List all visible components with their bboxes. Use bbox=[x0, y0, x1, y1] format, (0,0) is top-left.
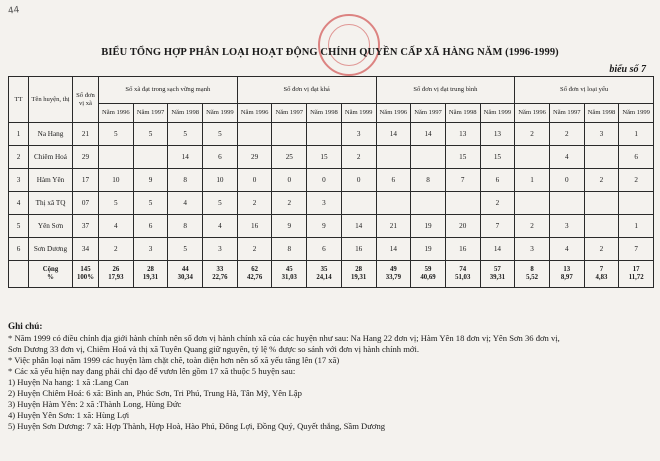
value-cell: 2 bbox=[99, 238, 134, 261]
value-cell: 13 bbox=[480, 123, 515, 146]
value-cell: 25 bbox=[272, 146, 307, 169]
value-cell: 4 bbox=[99, 215, 134, 238]
value-cell bbox=[584, 146, 619, 169]
value-cell bbox=[341, 192, 376, 215]
value-cell: 5 bbox=[203, 123, 238, 146]
total-units: 145 100% bbox=[73, 261, 99, 288]
row-number: 2 bbox=[9, 146, 29, 169]
value-cell: 6 bbox=[480, 169, 515, 192]
total-value: 35 24,14 bbox=[307, 261, 342, 288]
classification-table bbox=[8, 76, 654, 288]
value-cell bbox=[133, 146, 168, 169]
value-cell bbox=[307, 123, 342, 146]
value-cell: 3 bbox=[584, 123, 619, 146]
value-cell: 8 bbox=[272, 238, 307, 261]
value-cell: 9 bbox=[307, 215, 342, 238]
header-district: Tên huyện, thị bbox=[29, 77, 73, 123]
header-year: Năm 1996 bbox=[99, 104, 134, 123]
value-cell bbox=[619, 192, 654, 215]
value-cell: 4 bbox=[549, 146, 584, 169]
value-cell: 6 bbox=[203, 146, 238, 169]
value-cell: 2 bbox=[584, 169, 619, 192]
row-number: 5 bbox=[9, 215, 29, 238]
note-line: 1) Huyện Na hang: 1 xã :Lang Can bbox=[8, 377, 129, 387]
value-cell: 5 bbox=[203, 192, 238, 215]
total-value: 45 31,03 bbox=[272, 261, 307, 288]
value-cell: 9 bbox=[272, 215, 307, 238]
red-seal-stamp bbox=[318, 14, 380, 76]
value-cell: 6 bbox=[376, 169, 411, 192]
total-value: 7 4,83 bbox=[584, 261, 619, 288]
unit-count: 07 bbox=[73, 192, 99, 215]
value-cell: 8 bbox=[411, 169, 446, 192]
value-cell: 2 bbox=[584, 238, 619, 261]
header-year: Năm 1999 bbox=[341, 104, 376, 123]
value-cell: 10 bbox=[203, 169, 238, 192]
value-cell: 19 bbox=[411, 238, 446, 261]
value-cell: 1 bbox=[619, 123, 654, 146]
value-cell: 15 bbox=[445, 146, 480, 169]
total-value: 74 51,03 bbox=[445, 261, 480, 288]
form-label: biểu số 7 bbox=[609, 64, 646, 75]
value-cell: 14 bbox=[341, 215, 376, 238]
table-row bbox=[9, 146, 654, 169]
district-name: Chiêm Hoá bbox=[29, 146, 73, 169]
value-cell: 2 bbox=[272, 192, 307, 215]
header-group-average: Số đơn vị đạt trung bình bbox=[376, 77, 515, 104]
value-cell: 5 bbox=[133, 192, 168, 215]
header-year: Năm 1999 bbox=[480, 104, 515, 123]
value-cell: 2 bbox=[237, 192, 272, 215]
value-cell: 2 bbox=[619, 169, 654, 192]
value-cell bbox=[411, 192, 446, 215]
district-name: Thị xã TQ bbox=[29, 192, 73, 215]
value-cell bbox=[376, 192, 411, 215]
total-value: 8 5,52 bbox=[515, 261, 550, 288]
header-year: Năm 1998 bbox=[307, 104, 342, 123]
value-cell: 2 bbox=[549, 123, 584, 146]
header-units: Số đơn vị xã bbox=[73, 77, 99, 123]
header-year: Năm 1996 bbox=[237, 104, 272, 123]
value-cell: 5 bbox=[168, 123, 203, 146]
value-cell bbox=[584, 192, 619, 215]
value-cell: 7 bbox=[619, 238, 654, 261]
value-cell: 3 bbox=[307, 192, 342, 215]
value-cell bbox=[411, 146, 446, 169]
value-cell bbox=[549, 192, 584, 215]
value-cell: 3 bbox=[203, 238, 238, 261]
value-cell: 14 bbox=[480, 238, 515, 261]
unit-count: 29 bbox=[73, 146, 99, 169]
value-cell bbox=[272, 123, 307, 146]
header-row-years bbox=[9, 104, 654, 123]
value-cell bbox=[376, 146, 411, 169]
note-line: 3) Huyện Hàm Yên: 2 xã :Thành Long, Hùng Đức bbox=[8, 399, 182, 409]
value-cell: 6 bbox=[133, 215, 168, 238]
header-year: Năm 1999 bbox=[619, 104, 654, 123]
header-year: Năm 1998 bbox=[584, 104, 619, 123]
value-cell bbox=[99, 146, 134, 169]
notes-section bbox=[8, 321, 654, 432]
notes-lines bbox=[8, 333, 654, 432]
header-year: Năm 1997 bbox=[411, 104, 446, 123]
value-cell: 14 bbox=[411, 123, 446, 146]
value-cell bbox=[237, 123, 272, 146]
value-cell: 9 bbox=[133, 169, 168, 192]
value-cell: 14 bbox=[168, 146, 203, 169]
value-cell: 6 bbox=[619, 146, 654, 169]
header-row-groups bbox=[9, 77, 654, 104]
value-cell: 5 bbox=[99, 192, 134, 215]
value-cell: 16 bbox=[341, 238, 376, 261]
value-cell: 21 bbox=[376, 215, 411, 238]
value-cell: 2 bbox=[515, 215, 550, 238]
value-cell: 6 bbox=[307, 238, 342, 261]
total-value: 49 33,79 bbox=[376, 261, 411, 288]
district-name: Hàm Yên bbox=[29, 169, 73, 192]
unit-count: 21 bbox=[73, 123, 99, 146]
header-group-weak: Số đơn vị loại yếu bbox=[515, 77, 654, 104]
note-line: 4) Huyện Yên Sơn: 1 xã: Hùng Lợi bbox=[8, 410, 130, 420]
value-cell: 15 bbox=[307, 146, 342, 169]
table-row bbox=[9, 215, 654, 238]
value-cell: 7 bbox=[480, 215, 515, 238]
row-number: 1 bbox=[9, 123, 29, 146]
value-cell: 3 bbox=[133, 238, 168, 261]
row-number: 6 bbox=[9, 238, 29, 261]
header-year: Năm 1999 bbox=[203, 104, 238, 123]
note-line: * Các xã yếu hiện nay đang phải chỉ đạo để vươn lên gồm 17 xã thuộc 5 huyện sau: bbox=[8, 366, 296, 376]
value-cell: 5 bbox=[168, 238, 203, 261]
district-name: Yên Sơn bbox=[29, 215, 73, 238]
total-value: 17 11,72 bbox=[619, 261, 654, 288]
note-line: Sơn Dương 33 đơn vị, Chiêm Hoá và thị xã Tuyên Quang giữ nguyên, tỷ lệ % được so sánh với đơn vị hành chính mới. bbox=[8, 344, 419, 354]
value-cell: 4 bbox=[168, 192, 203, 215]
table-row bbox=[9, 238, 654, 261]
total-value: 13 8,97 bbox=[549, 261, 584, 288]
value-cell bbox=[445, 192, 480, 215]
value-cell bbox=[515, 192, 550, 215]
row-number: 4 bbox=[9, 192, 29, 215]
document-title: BIỂU TỔNG HỢP PHÂN LOẠI HOẠT ĐỘNG CHÍNH QUYỀN CẤP XÃ HÀNG NĂM (1996-1999) bbox=[101, 47, 559, 58]
total-value: 26 17,93 bbox=[99, 261, 134, 288]
value-cell: 16 bbox=[445, 238, 480, 261]
total-value: 59 40,69 bbox=[411, 261, 446, 288]
table-row bbox=[9, 123, 654, 146]
value-cell: 10 bbox=[99, 169, 134, 192]
value-cell: 0 bbox=[237, 169, 272, 192]
unit-count: 17 bbox=[73, 169, 99, 192]
value-cell: 19 bbox=[411, 215, 446, 238]
total-tt bbox=[9, 261, 29, 288]
total-value: 57 39,31 bbox=[480, 261, 515, 288]
value-cell: 5 bbox=[133, 123, 168, 146]
total-label: Cộng % bbox=[29, 261, 73, 288]
value-cell: 15 bbox=[480, 146, 515, 169]
header-year: Năm 1996 bbox=[376, 104, 411, 123]
value-cell: 0 bbox=[307, 169, 342, 192]
value-cell: 8 bbox=[168, 215, 203, 238]
header-year: Năm 1997 bbox=[272, 104, 307, 123]
value-cell: 14 bbox=[376, 238, 411, 261]
total-row bbox=[9, 261, 654, 288]
value-cell: 0 bbox=[341, 169, 376, 192]
value-cell: 2 bbox=[341, 146, 376, 169]
value-cell: 2 bbox=[515, 123, 550, 146]
value-cell: 4 bbox=[203, 215, 238, 238]
total-value: 28 19,31 bbox=[341, 261, 376, 288]
table-row bbox=[9, 169, 654, 192]
note-line: 5) Huyện Sơn Dương: 7 xã: Hợp Thành, Hợp Hoà, Hào Phú, Đông Lợi, Đồng Quý, Quyết thắng, Sầm Dương bbox=[8, 421, 386, 431]
value-cell: 1 bbox=[515, 169, 550, 192]
row-number: 3 bbox=[9, 169, 29, 192]
total-value: 44 30,34 bbox=[168, 261, 203, 288]
value-cell: 13 bbox=[445, 123, 480, 146]
total-value: 33 22,76 bbox=[203, 261, 238, 288]
unit-count: 34 bbox=[73, 238, 99, 261]
value-cell: 16 bbox=[237, 215, 272, 238]
value-cell: 4 bbox=[549, 238, 584, 261]
value-cell: 7 bbox=[445, 169, 480, 192]
value-cell: 3 bbox=[515, 238, 550, 261]
value-cell: 14 bbox=[376, 123, 411, 146]
header-year: Năm 1997 bbox=[133, 104, 168, 123]
note-line: * Năm 1999 có điều chỉnh địa giới hành chính nên số đơn vị hành chính xã của các huyện như sau: Na Hang 22 đơn vị; Hàm Yên 18 đơn vị; Yên Sơn 36 đơn vị, bbox=[8, 333, 560, 343]
table-row bbox=[9, 192, 654, 215]
value-cell: 29 bbox=[237, 146, 272, 169]
value-cell: 0 bbox=[272, 169, 307, 192]
value-cell: 1 bbox=[619, 215, 654, 238]
value-cell: 20 bbox=[445, 215, 480, 238]
value-cell bbox=[515, 146, 550, 169]
total-value: 62 42,76 bbox=[237, 261, 272, 288]
value-cell: 2 bbox=[237, 238, 272, 261]
unit-count: 37 bbox=[73, 215, 99, 238]
value-cell bbox=[584, 215, 619, 238]
value-cell: 5 bbox=[99, 123, 134, 146]
header-tt: TT bbox=[9, 77, 29, 123]
notes-heading: Ghi chú: bbox=[8, 321, 43, 331]
total-value: 28 19,31 bbox=[133, 261, 168, 288]
header-year: Năm 1998 bbox=[168, 104, 203, 123]
district-name: Sơn Dương bbox=[29, 238, 73, 261]
header-group-strong: Số xã đạt trong sạch vững mạnh bbox=[99, 77, 238, 104]
header-year: Năm 1996 bbox=[515, 104, 550, 123]
note-line: * Việc phân loại năm 1999 các huyện làm chặt chẽ, toàn diện hơn nên số xã yếu tăng lên (17 xã) bbox=[8, 355, 340, 365]
margin-mark: 44 bbox=[7, 5, 21, 17]
header-year: Năm 1997 bbox=[549, 104, 584, 123]
value-cell: 3 bbox=[549, 215, 584, 238]
value-cell: 0 bbox=[549, 169, 584, 192]
value-cell: 2 bbox=[480, 192, 515, 215]
header-group-good: Số đơn vị đạt khá bbox=[237, 77, 376, 104]
district-name: Na Hang bbox=[29, 123, 73, 146]
note-line: 2) Huyện Chiêm Hoá: 6 xã: Bình an, Phúc Sơn, Tri Phú, Trung Hà, Tân Mỹ, Yên Lập bbox=[8, 388, 302, 398]
table-body bbox=[9, 123, 654, 288]
value-cell: 8 bbox=[168, 169, 203, 192]
header-year: Năm 1998 bbox=[445, 104, 480, 123]
value-cell: 3 bbox=[341, 123, 376, 146]
